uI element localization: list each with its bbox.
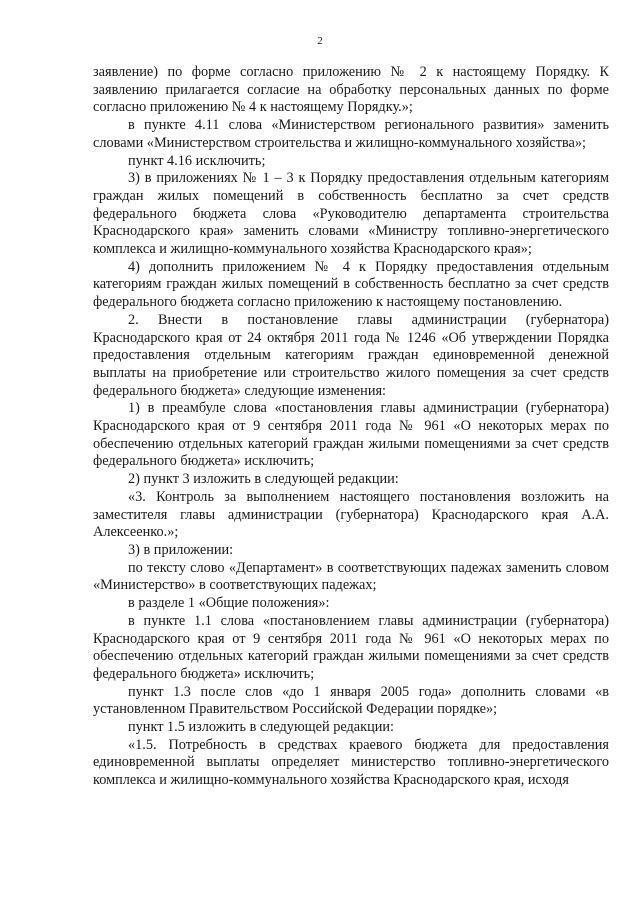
paragraph: 1) в преамбуле слова «постановления главы администрации (губернатора) Краснодарского края от 9 сентября 2011 года № 961 «О некоторых мерах по обеспечению отдельных категорий граждан жилыми помещениями за счет средств федерального бюджета» исключить; [93, 400, 609, 470]
paragraph: 4) дополнить приложением № 4 к Порядку предоставления отдельным категориям граждан жилых помещений в собственность бесплатно за счет средств федерального бюджета согласно приложению к настоящему постановлению. [93, 258, 609, 311]
paragraph: в разделе 1 «Общие положения»: [128, 595, 330, 612]
page-number: 2 [317, 35, 323, 47]
paragraph: в пункте 1.1 слова «постановлением главы администрации (губернатора) Краснодарского края от 9 сентября 2011 года № 961 «О некоторых мерах по обеспечению отдельных категорий граждан жилыми помещениями за счет средств федерального бюджета» исключить; [93, 612, 609, 682]
paragraph: «1.5. Потребность в средствах краевого бюджета для предоставления единовременной выплаты определяет министерство топливно-энергетического комплекса и жилищно-коммунального хозяйства Краснодарского края, исходя [93, 736, 609, 789]
paragraph: «3. Контроль за выполнением настоящего постановления возложить на заместителя главы администрации (губернатора) Краснодарского края А.А. Алексеенко.»; [93, 488, 609, 541]
document-body [93, 64, 609, 790]
paragraph: 3) в приложении: [128, 541, 234, 558]
paragraph: 3) в приложениях № 1 – 3 к Порядку предоставления отдельным категориям граждан жилых помещений в собственность бесплатно за счет средств федерального бюджета слова «Руководителю департамента строительства Краснодарского края» заменить словами «Министру топливно-энергетического комплекса и жилищно-коммунального хозяйства Краснодарского края»; [93, 170, 609, 258]
paragraph: пункт 4.16 исключить; [128, 152, 266, 169]
paragraph: 2. Внести в постановление главы администрации (губернатора) Краснодарского края от 24 октября 2011 года № 1246 «Об утверждении Порядка предоставления отдельным категориям граждан единовременной денежной выплаты на приобретение или строительство жилого помещения за счет средств федерального бюджета» следующие изменения: [93, 311, 609, 399]
paragraph: пункт 1.3 после слов «до 1 января 2005 года» дополнить словами «в установленном Правительством Российской Федерации порядке»; [93, 683, 609, 718]
paragraph: в пункте 4.11 слова «Министерством регионального развития» заменить словами «Министерством строительства и жилищно-коммунального хозяйства»; [93, 117, 609, 151]
paragraph: заявление) по форме согласно приложению № 2 к настоящему Порядку. К заявлению прилагается согласие на обработку персональных данных по форме согласно приложению № 4 к настоящему Порядку.»; [93, 64, 609, 116]
paragraph: 2) пункт 3 изложить в следующей редакции: [128, 471, 399, 488]
paragraph: по тексту слово «Департамент» в соответствующих падежах заменить словом «Министерство» в соответствующих падежах; [93, 559, 609, 594]
paragraph: пункт 1.5 изложить в следующей редакции: [128, 719, 395, 736]
